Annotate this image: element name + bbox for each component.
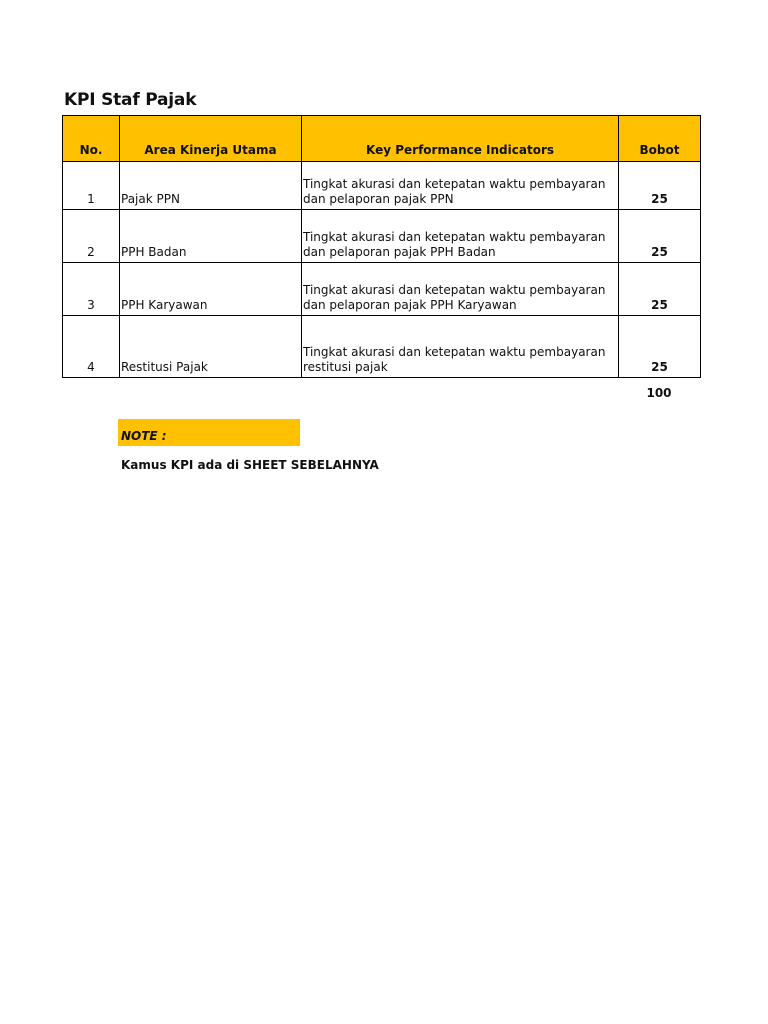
- table-header-row: [63, 116, 701, 162]
- table-row: [63, 210, 701, 263]
- table-row: [63, 316, 701, 378]
- row-kpi-line: Tingkat akurasi dan ketepatan waktu pembayaran: [303, 345, 606, 359]
- note-label: NOTE :: [118, 419, 300, 446]
- kpi-table: [62, 115, 701, 378]
- row-kpi-line: dan pelaporan pajak PPH Karyawan: [303, 298, 517, 312]
- note-text: Kamus KPI ada di SHEET SEBELAHNYA: [121, 458, 379, 472]
- row-bobot: 25: [619, 210, 701, 263]
- header-no: No.: [63, 116, 120, 162]
- header-area: Area Kinerja Utama: [120, 116, 302, 162]
- header-bobot: Bobot: [619, 116, 701, 162]
- row-kpi: [302, 210, 619, 263]
- row-no: 3: [63, 263, 120, 316]
- row-area: Pajak PPN: [120, 162, 302, 210]
- row-kpi-line: dan pelaporan pajak PPH Badan: [303, 245, 496, 259]
- row-bobot: 25: [619, 263, 701, 316]
- row-no: 2: [63, 210, 120, 263]
- row-kpi-line: Tingkat akurasi dan ketepatan waktu pembayaran: [303, 283, 606, 297]
- row-area: Restitusi Pajak: [120, 316, 302, 378]
- row-no: 1: [63, 162, 120, 210]
- page-title: KPI Staf Pajak: [64, 90, 197, 110]
- header-kpi: Key Performance Indicators: [302, 116, 619, 162]
- row-kpi-line: restitusi pajak: [303, 360, 388, 374]
- row-area: PPH Karyawan: [120, 263, 302, 316]
- table-row: [63, 162, 701, 210]
- table-row: [63, 263, 701, 316]
- row-kpi: [302, 316, 619, 378]
- row-kpi-line: Tingkat akurasi dan ketepatan waktu pembayaran: [303, 230, 606, 244]
- row-kpi: [302, 263, 619, 316]
- row-area: PPH Badan: [120, 210, 302, 263]
- row-no: 4: [63, 316, 120, 378]
- row-kpi-line: Tingkat akurasi dan ketepatan waktu pembayaran: [303, 177, 606, 191]
- row-kpi-line: dan pelaporan pajak PPN: [303, 192, 454, 206]
- row-bobot: 25: [619, 162, 701, 210]
- bobot-total: 100: [646, 386, 672, 400]
- row-kpi: [302, 162, 619, 210]
- row-bobot: 25: [619, 316, 701, 378]
